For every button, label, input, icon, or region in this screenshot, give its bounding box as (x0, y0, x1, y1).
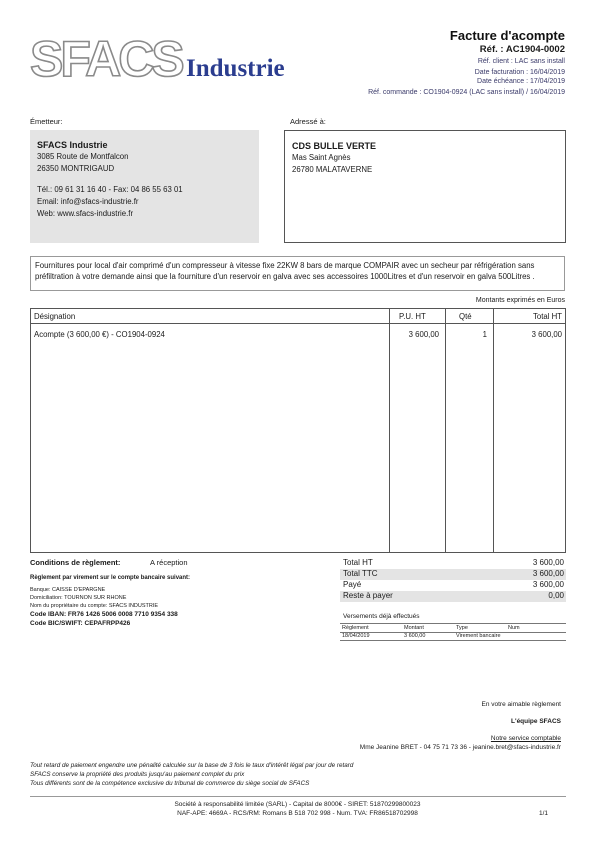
payments-header-montant: Montant (404, 625, 424, 631)
recipient-name: CDS BULLE VERTE (292, 141, 377, 151)
issuer-email[interactable]: Email: info@sfacs-industrie.fr (37, 197, 139, 206)
issuer-name: SFACS Industrie (37, 140, 108, 150)
payment-terms-value: A réception (150, 558, 188, 567)
totals-label: Reste à payer (343, 591, 393, 600)
col-header-qte: Qté (459, 312, 472, 321)
bank-transfer-title: Règlement par virement sur le compte bancaire suivant: (30, 575, 191, 581)
footer-registration: NAF-APE: 4669A - RCS/RM: Romans B 518 702 998 - Num. TVA: FR86518702998 (177, 810, 418, 817)
page-number: 1/1 (538, 810, 548, 817)
document-title: Facture d'acompte (449, 28, 565, 43)
col-header-total: Total HT (532, 312, 562, 321)
order-reference: Réf. commande : CO1904-0924 (LAC sans install) / 16/04/2019 (368, 89, 565, 96)
row-quantity: 1 (482, 330, 487, 339)
line-items-table (30, 308, 566, 553)
totals-label: Payé (343, 580, 362, 589)
totals-row (340, 558, 566, 569)
payments-title: Versements déjà effectués (343, 613, 420, 620)
totals-value: 0,00 (548, 591, 564, 600)
bank-domiciliation: Domiciliation: TOURNON SUR RHONE (30, 595, 127, 601)
signature-contact: Mme Jeanine BRET - 04 75 71 73 36 - jeanine.bret@sfacs-industrie.fr (359, 744, 561, 751)
issuer-address1: 3085 Route de Montfalcon (37, 152, 129, 161)
legal-late-penalty: Tout retard de paiement engendre une pénalité calculée sur la base de 3 fois le taux d'intérêt légal par jour de retard (30, 762, 354, 769)
row-total: 3 600,00 (531, 330, 562, 339)
totals-label: Total TTC (343, 569, 378, 578)
footer-company-info: Société à responsabilité limitée (SARL) - Capital de 8000€ - SIRET: 51870299800023 (174, 801, 421, 808)
currency-note: Montants exprimés en Euros (475, 297, 565, 304)
logo-industrie: Industrie (186, 55, 285, 82)
payments-header-reglement: Règlement (342, 625, 369, 631)
totals-value: 3 600,00 (532, 580, 564, 589)
issuer-phone: Tél.: 09 61 31 16 40 - Fax: 04 86 55 63 01 (37, 185, 183, 194)
logo-sfacs: SFACS (30, 31, 182, 87)
iban: Code IBAN: FR76 1426 5006 0008 7710 9354 338 (30, 611, 178, 618)
issuer-label: Émetteur: (30, 117, 63, 126)
issuer-address2: 26350 MONTRIGAUD (37, 164, 115, 173)
client-reference: Réf. client : LAC sans install (477, 58, 565, 65)
recipient-label: Adressé à: (290, 117, 326, 126)
bank-name: Banque: CAISSE D'EPARGNE (30, 587, 106, 593)
recipient-box (284, 130, 566, 243)
recipient-address1: Mas Saint Agnès (292, 153, 351, 162)
totals-value: 3 600,00 (532, 558, 564, 567)
legal-ownership: SFACS conserve la propriété des produits jusqu'au paiement complet du prix (30, 771, 245, 778)
col-header-designation: Désignation (34, 312, 76, 321)
account-owner: Nom du propriétaire du compte: SFACS INDUSTRIE (30, 603, 159, 609)
payment-date: 18/04/2019 (342, 633, 370, 639)
bic-swift: Code BIC/SWIFT: CEPAFRPP426 (30, 620, 131, 627)
row-designation: Acompte (3 600,00 €) - CO1904-0924 (34, 330, 165, 339)
payment-terms-label: Conditions de règlement: (30, 558, 121, 567)
signature-department: Notre service comptable (490, 735, 561, 742)
legal-jurisdiction: Tous différents sont de la compétence exclusive du tribunal de commerce du siège social de SFACS (30, 780, 310, 787)
totals-label: Total HT (343, 558, 373, 567)
billing-date: Date facturation : 16/04/2019 (474, 69, 565, 76)
totals-row (340, 569, 566, 580)
invoice-description: Fournitures pour local d'air comprimé d'un compresseur à vitesse fixe 22KW 8 bars de marque COMPAIR avec un secheur par réfrigération sans préfiltration à votre demande ainsi que la fourniture d'un reservoir en galva avec ses accessoires 1000Litres et d'un reservoir en galva 500Litres . (30, 256, 565, 291)
payment-amount: 3 600,00 (404, 633, 426, 639)
totals-value: 3 600,00 (532, 569, 564, 578)
issuer-web[interactable]: Web: www.sfacs-industrie.fr (37, 209, 134, 218)
col-header-pu: P.U. HT (399, 312, 426, 321)
signature-closing: En votre aimable règlement (481, 701, 561, 708)
payment-type: Virement bancaire (456, 633, 501, 639)
signature-team: L'équipe SFACS (511, 718, 561, 725)
totals-row (340, 580, 566, 591)
payments-header-num: Num (508, 625, 520, 631)
due-date: Date échéance : 17/04/2019 (477, 78, 565, 85)
payments-header-type: Type (456, 625, 468, 631)
totals-row (340, 591, 566, 602)
invoice-reference: Réf. : AC1904-0002 (479, 44, 565, 55)
issuer-box (30, 130, 259, 243)
recipient-address2: 26780 MALATAVERNE (292, 165, 373, 174)
row-unit-price: 3 600,00 (408, 330, 439, 339)
